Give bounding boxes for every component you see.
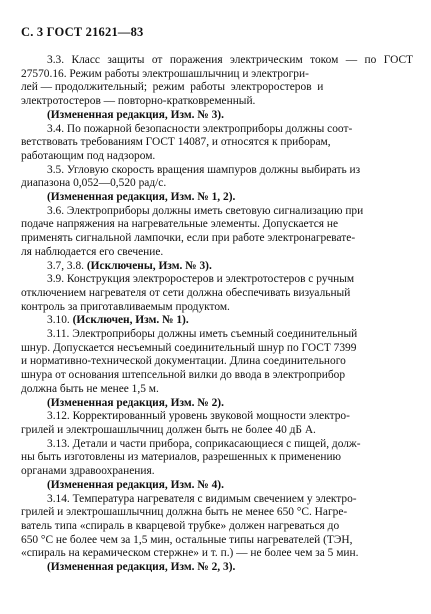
- paragraph-3-12: 3.12. Корректированный уровень звуковой мощности электро- грилей и электрошашлычниц должен быть не более 40 дБ A.: [21, 410, 350, 436]
- paragraph-3-4: 3.4. По пожарной безопасности электроприборы должны соот- ветствовать требованиям ГОСТ 14087, и относятся к приборам, работающим под надзором.: [21, 122, 353, 162]
- exclusion-note: (Исключен, Изм. № 1).: [72, 314, 189, 327]
- paragraph-3-6: 3.6. Электроприборы должны иметь световую сигнализацию при подаче напряжения на нагревательные элементы. Допускается не применять сигнальной лампочки, если при работе электронагревате- ля наблюдается его свечение.: [21, 204, 364, 258]
- paragraph-3-11: 3.11. Электроприборы должны иметь съемный соединительный шнур. Допускается несъемный соединительный шнур по ГОСТ 7399 и нормативно-технической документации. Длина соединительного шнура от основания штепсельной вилки до ввода в электроприбор должна быть не менее 1,5 м.: [21, 328, 358, 395]
- amendment-note: (Измененная редакция, Изм. № 2).: [47, 396, 224, 409]
- paragraph-3-14: 3.14. Температура нагревателя с видимым свечением у электро- грилей и электрошашлычниц должна быть не менее 650 °C. Нагре- ватель типа «спираль в кварцевой трубке» должен нагреваться до 650 °C не более чем за 1,5 мин, остальные типы нагревателей (ТЭН, «спираль на керамическом стержне» и т. п.) — не более чем за 5 мин.: [21, 492, 359, 560]
- amendment-note: (Измененная редакция, Изм. № 2, 3).: [47, 561, 236, 574]
- paragraph-3-9: 3.9. Конструкция электроростеров и электротостеров с ручным отключением нагревателя от сети должна обеспечивать визуальный контроль за приготавливаемым продуктом.: [21, 273, 355, 313]
- amendment-note: (Измененная редакция, Изм. № 4).: [47, 478, 224, 491]
- page-header: С. 3 ГОСТ 21621—83: [21, 25, 144, 39]
- paragraph-number: 3.7, 3.8.: [47, 259, 87, 272]
- amendment-note: (Измененная редакция, Изм. № 3).: [47, 108, 224, 121]
- paragraph-3-3: 3.3. Класс защиты от поражения электрическим током — по ГОСТ 27570.16. Режим работы электрошашлычниц и электрогри- лей — продолжительный; режим работы электроростеров и электротостеров — повторно-кратковременный.: [21, 54, 413, 108]
- exclusion-note: (Исключены, Изм. № 3).: [86, 259, 212, 272]
- paragraph-3-10: [21, 314, 413, 328]
- amendment-note: (Измененная редакция, Изм. № 1, 2).: [47, 191, 236, 204]
- paragraph-3-5: 3.5. Угловую скорость вращения шампуров должны выбирать из диапазона 0,052—0,520 рад/с.: [21, 163, 361, 190]
- paragraph-number: 3.10.: [47, 314, 73, 327]
- paragraph-3-7-3-8: [21, 260, 413, 274]
- document-body: [21, 54, 413, 575]
- paragraph-3-13: 3.13. Детали и части прибора, соприкасающиеся с пищей, долж- ны быть изготовлены из материалов, разрешенных к применению органами здравоохранения.: [21, 437, 361, 478]
